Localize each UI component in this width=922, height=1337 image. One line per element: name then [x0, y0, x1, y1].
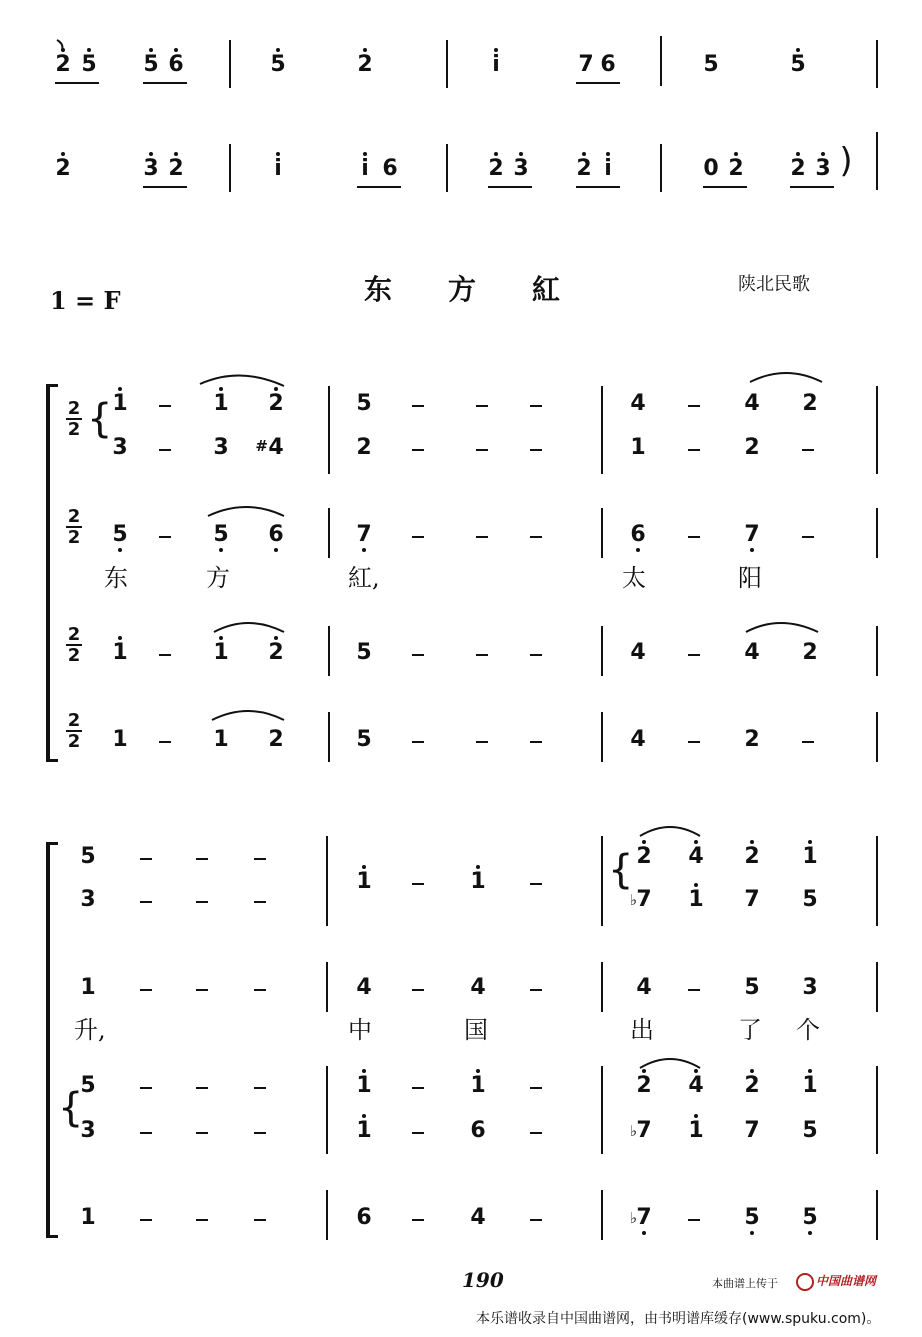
lyric: 阳 [738, 564, 762, 592]
note: 4 [630, 640, 646, 665]
note: 5 [143, 54, 159, 76]
note: 4 [356, 975, 372, 1000]
note: 1 [802, 1075, 818, 1097]
lyric: 个 [796, 1016, 820, 1044]
note: 7 [578, 52, 594, 77]
note: 4 [688, 846, 704, 868]
note: 0 [703, 156, 719, 181]
note: 1 [112, 727, 128, 752]
note: 3 [815, 158, 831, 180]
note: 5 [790, 54, 806, 76]
lyric: 升, [74, 1016, 106, 1044]
note: 1 [213, 393, 229, 415]
voice-brace: { [87, 396, 113, 442]
note: 5 [356, 391, 372, 416]
note: 2 [744, 727, 760, 752]
note: 3 [143, 158, 159, 180]
note: 6 [382, 156, 398, 181]
note: 6 [630, 524, 646, 546]
note: 5 [802, 1207, 818, 1229]
note: 1 [356, 1120, 372, 1142]
note: 5 [80, 1073, 96, 1098]
note: 1 [688, 889, 704, 911]
note: 2 [356, 435, 372, 460]
note: 3 [112, 435, 128, 460]
note: 1 [112, 393, 128, 415]
slur [208, 507, 284, 516]
note: 2 [728, 158, 744, 180]
voice-brace: { [608, 847, 634, 893]
slur [212, 711, 284, 720]
note: 5 [112, 524, 128, 546]
composer-credit: 陕北民歌 [738, 274, 810, 295]
note: i [600, 158, 616, 180]
voice-brace: { [58, 1085, 84, 1131]
note: 7 [744, 887, 760, 912]
lyric: 方 [206, 564, 230, 592]
note: 7 [744, 524, 760, 546]
slur [750, 373, 822, 382]
note: 1 [80, 1205, 96, 1230]
note: 2 [55, 54, 71, 76]
note: 1 [356, 871, 372, 893]
note: 5 [270, 54, 286, 76]
note: 2 [357, 54, 373, 76]
note: 5 [802, 1118, 818, 1143]
logo-icon [796, 1273, 814, 1291]
note: 7 [744, 1118, 760, 1143]
site-logo: 中国曲谱网 [796, 1272, 876, 1291]
note: 1 [356, 1075, 372, 1097]
key-signature: 1 = F [50, 286, 121, 315]
note: 4 [630, 391, 646, 416]
note: 4 [636, 975, 652, 1000]
note: 5 [802, 887, 818, 912]
note: 3 [80, 1118, 96, 1143]
note: 5 [744, 1207, 760, 1229]
slur [640, 827, 700, 836]
note: 2 [802, 640, 818, 665]
page-number: 190 [462, 1268, 504, 1292]
note: 4 [744, 391, 760, 416]
slur [200, 375, 284, 386]
note: 2 [268, 642, 284, 664]
lyric: 国 [464, 1016, 488, 1044]
note: 1 [470, 871, 486, 893]
upload-note: 本曲谱上传于 [712, 1277, 778, 1290]
slur [214, 623, 284, 632]
note: i [488, 54, 504, 76]
note: 1 [630, 435, 646, 460]
note: 2 [576, 158, 592, 180]
note: 2 [268, 727, 284, 752]
note: 7 ♭ [629, 1118, 652, 1143]
time-signature: 2 2 [67, 710, 81, 752]
note: 5 [744, 975, 760, 1000]
lyric: 中 [348, 1016, 372, 1044]
song-title: 东方紅 [364, 273, 617, 306]
note: 3 [513, 158, 529, 180]
note: 4 # [255, 435, 284, 460]
note: 6 [470, 1118, 486, 1143]
lyric: 出 [630, 1016, 654, 1044]
note: 5 [80, 844, 96, 869]
time-signature: 2 2 [67, 506, 81, 548]
note: i [270, 158, 286, 180]
note: 1 [213, 642, 229, 664]
note: 7 ♭ [629, 887, 652, 912]
note: 7 ♭ [636, 1207, 652, 1229]
note: 2 [636, 1075, 652, 1097]
note: 4 [470, 1205, 486, 1230]
note: 1 [470, 1075, 486, 1097]
note: 1 [688, 1120, 704, 1142]
note: 6 [600, 52, 616, 77]
note: 2 [790, 158, 806, 180]
note: 3 [213, 435, 229, 460]
slur [746, 623, 818, 632]
note: 2 [268, 393, 284, 415]
slur [57, 40, 62, 50]
lyric: 东 [104, 564, 128, 592]
note: 4 [470, 975, 486, 1000]
lyric: 紅, [348, 564, 380, 592]
note: i [357, 158, 373, 180]
note: 5 [356, 640, 372, 665]
note: 2 [802, 391, 818, 416]
note: 7 [356, 524, 372, 546]
note: 2 [55, 158, 71, 180]
note: 2 [168, 158, 184, 180]
lyric: 太 [622, 564, 646, 592]
note: 1 [802, 846, 818, 868]
note: 5 [213, 524, 229, 546]
note: 2 [744, 435, 760, 460]
note: 1 [213, 727, 229, 752]
note: 1 [80, 975, 96, 1000]
time-signature: 2 2 [67, 624, 81, 666]
note: 5 [703, 52, 719, 77]
source-footer: 本乐谱收录自中国曲谱网，由书明谱库缓存(www.spuku.com)。 [476, 1311, 881, 1327]
note: 2 [636, 846, 652, 868]
slur [640, 1059, 700, 1068]
note: 3 [802, 975, 818, 1000]
note: 4 [630, 727, 646, 752]
note: 5 [81, 54, 97, 76]
lyric: 了 [738, 1016, 762, 1044]
note: 4 [688, 1075, 704, 1097]
note: 5 [356, 727, 372, 752]
note: 6 [168, 54, 184, 76]
note: 3 [80, 887, 96, 912]
closing-parenthesis: ) [839, 141, 853, 181]
note: 1 [112, 642, 128, 664]
time-signature: 2 2 [67, 398, 81, 440]
note: 2 [488, 158, 504, 180]
note: 4 [744, 640, 760, 665]
note: 2 [744, 846, 760, 868]
note: 6 [268, 524, 284, 546]
note: 6 [356, 1205, 372, 1230]
note: 2 [744, 1075, 760, 1097]
